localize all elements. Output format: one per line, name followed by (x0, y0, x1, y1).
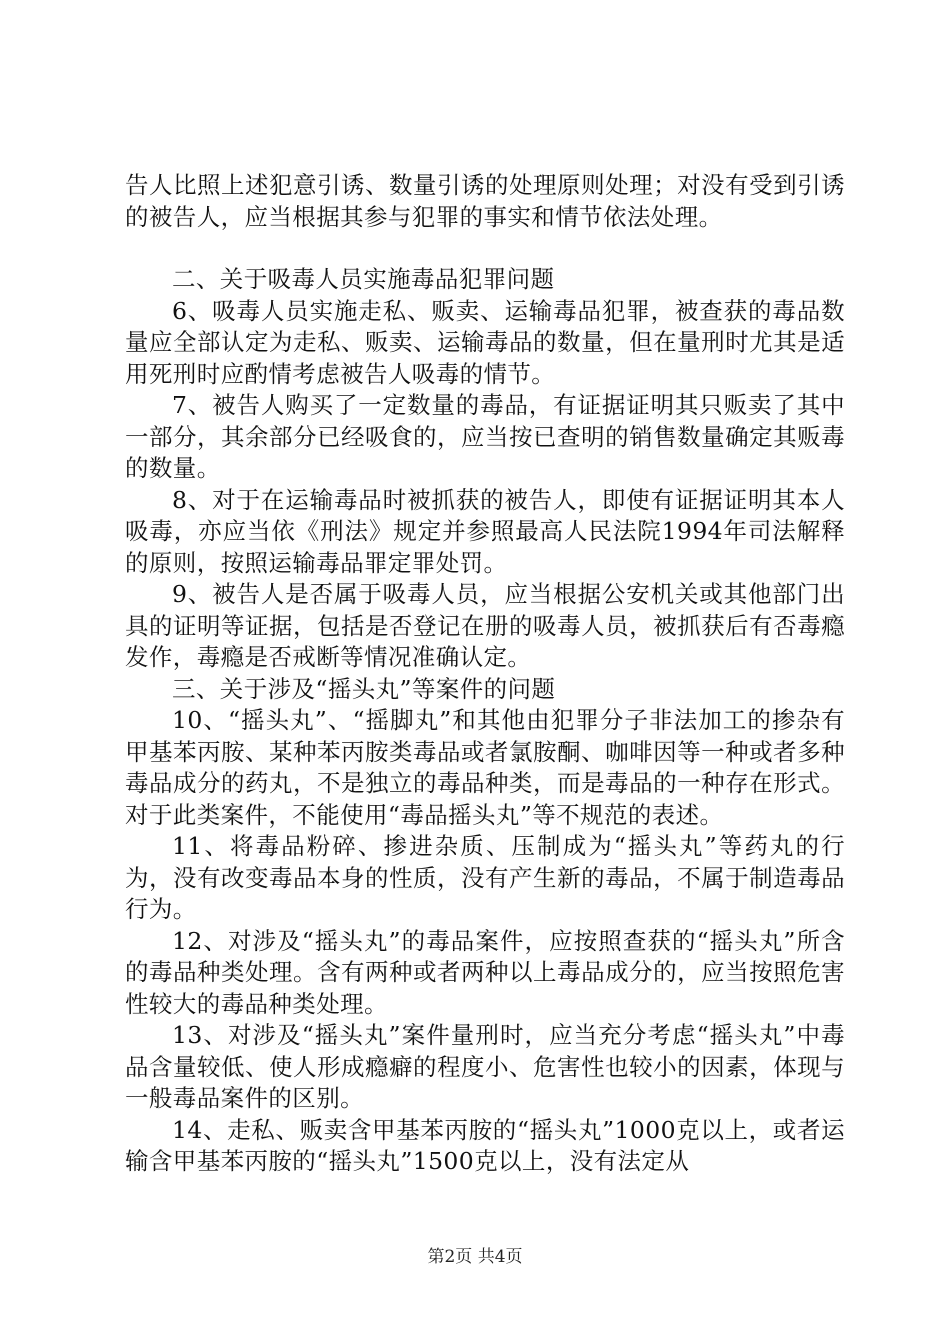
paragraph-item-9: 9、被告人是否属于吸毒人员，应当根据公安机关或其他部门出具的证明等证据，包括是否登记在册的吸毒人员，被抓获后有否毒瘾发作，毒瘾是否戒断等情况准确认定。 (125, 580, 845, 671)
section-heading-2: 二、关于吸毒人员实施毒品犯罪问题 (172, 265, 555, 293)
section-heading-3: 三、关于涉及“摇头丸”等案件的问题 (172, 674, 556, 703)
paragraph-item-7: 7、被告人购买了一定数量的毒品，有证据证明其只贩卖了其中一部分，其余部分已经吸食的，应当按已查明的销售数量确定其贩毒的数量。 (125, 391, 845, 482)
paragraph-item-13: 13、对涉及“摇头丸”案件量刑时，应当充分考虑“摇头丸”中毒品含量较低、使人形成瘾癖的程度小、危害性也较小的因素，体现与一般毒品案件的区别。 (125, 1021, 845, 1112)
paragraph-item-11: 11、将毒品粉碎、掺进杂质、压制成为“摇头丸”等药丸的行为，没有改变毒品本身的性质，没有产生新的毒品，不属于制造毒品行为。 (125, 832, 845, 923)
paragraph-item-10: 10、“摇头丸”、“摇脚丸”和其他由犯罪分子非法加工的掺杂有甲基苯丙胺、某种苯丙胺类毒品或者氯胺酮、咖啡因等一种或者多种毒品成分的药丸，不是独立的毒品种类，而是毒品的一种存在形式。对于此类案件，不能使用“毒品摇头丸”等不规范的表述。 (125, 706, 845, 829)
paragraph-item-6: 6、吸毒人员实施走私、贩卖、运输毒品犯罪，被查获的毒品数量应全部认定为走私、贩卖、运输毒品的数量，但在量刑时尤其是适用死刑时应酌情考虑被告人吸毒的情节。 (125, 296, 845, 388)
paragraph-continuation: 告人比照上述犯意引诱、数量引诱的处理原则处理；对没有受到引诱的被告人，应当根据其参与犯罪的事实和情节依法处理。 (125, 171, 845, 231)
page-number-footer: 第2页 共4页 (427, 1247, 523, 1267)
paragraph-item-12: 12、对涉及“摇头丸”的毒品案件，应按照查获的“摇头丸”所含的毒品种类处理。含有两种或者两种以上毒品成分的，应当按照危害性较大的毒品种类处理。 (125, 926, 845, 1018)
paragraph-item-14: 14、走私、贩卖含甲基苯丙胺的“摇头丸”1000克以上，或者运输含甲基苯丙胺的“摇头丸”1500克以上，没有法定从 (125, 1115, 845, 1175)
paragraph-item-8: 8、对于在运输毒品时被抓获的被告人，即使有证据证明其本人吸毒，亦应当依《刑法》规定并参照最高人民法院1994年司法解释的原则，按照运输毒品罪定罪处罚。 (125, 485, 845, 577)
document-body (125, 170, 845, 1178)
